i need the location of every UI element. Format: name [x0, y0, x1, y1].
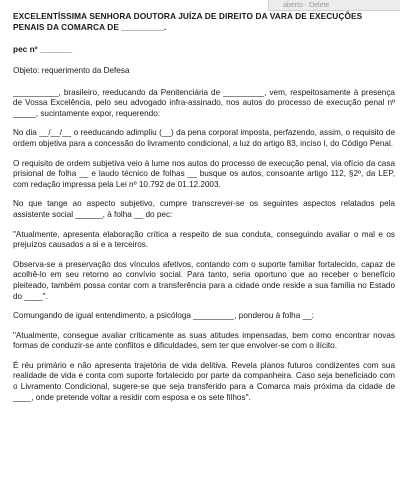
paragraph-psych-quote-1: "Atualmente, consegue avaliar criticamente as suas atitudes impensadas, bem como encontrar novas formas de conduzir-se ante conflitos e dificuldades, sem ter que envolver-se com o ilícito.: [13, 330, 395, 351]
paragraph-intro: __________, brasileiro, reeducando da Penitenciária de _________, vem, respeitosamente à presença de Vossa Excelência, pelo seu advogado infra-assinado, nos autos do processo de execução penal nº _____, sucintamente expor, requerendo:: [13, 87, 395, 118]
paragraph-psych-quote-2: É réu primário e não apresenta trajetória de vida delitiva. Revela planos futuros condizentes com sua realidade de vida e conta com suporte fortalecido por parte da companheira. Caso seja beneficiado com o Livramento Condicional, sugere-se que seja transferido para a Comarca mais próxima da cidade de ____, onde pretende voltar a residir com esposa e os sete filhos".: [13, 360, 395, 402]
paragraph-subjective-requirement: O requisito de ordem subjetiva veio à lume nos autos do processo de execução penal, via ofício da casa prisional de folha __ e laudo técnico de folhas __ busque os autos, consoante artigo 112, §2º, da LEP, com redação impressa pela Lei nº 10.792 de 01.12.2003.: [13, 158, 395, 189]
paragraph-social-report-intro: No que tange ao aspecto subjetivo, cumpre transcrever-se os seguintes aspectos relatados pela assistente social ______, à folha __ do pec:: [13, 199, 395, 219]
paragraph-social-quote-1: "Atualmente, apresenta elaboração crítica a respeito de sua conduta, conseguindo avaliar o mal e os prejuízos causados a si e a terceiros.: [13, 229, 395, 250]
document-body: [13, 11, 395, 403]
document-heading: EXCELENTÍSSIMA SENHORA DOUTORA JUÍZA DE DIREITO DA VARA DE EXECUÇÕES PENAIS DA COMARCA DE _________.: [13, 11, 363, 32]
pec-number: pec nº _______: [13, 44, 73, 54]
objeto-line: Objeto: requerimento da Defesa: [13, 66, 130, 75]
paragraph-psych-intro: Comungando de igual entendimento, a psicóloga _________, ponderou à folha __:: [13, 311, 314, 321]
paragraph-objective-requirement: No dia __/__/__ o reeducando adimpliu (__) da pena corporal imposta, perfazendo, assim, o requisito de ordem objetiva para a concessão do livramento condicional, a luz do artigo 83, inciso I, do Código Penal.: [13, 128, 395, 148]
toolbar-text: aberto · Delete: [283, 2, 330, 9]
toolbar-strip: [268, 0, 400, 11]
paragraph-social-quote-2: Observa-se a preservação dos vínculos afetivos, contando com o suporte familiar fortalecido, capaz de acolhê-lo em seu retorno ao convívio social. Para tanto, seria oportuno que ao receber o benefício pleiteado, também possa contar com a transferência para a cidade onde reside a sua família no Estado do ____".: [13, 259, 395, 301]
